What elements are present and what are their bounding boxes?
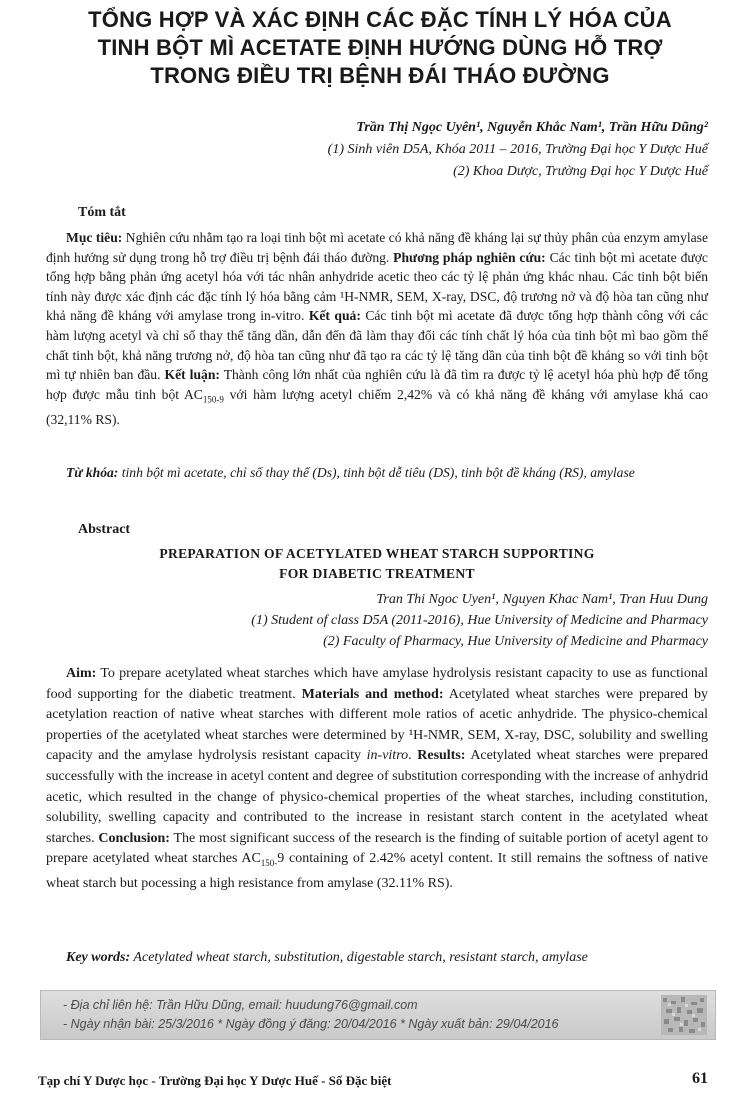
subscript: 150-9 bbox=[202, 394, 224, 405]
conclusion-text-end: với hàm lượng acetyl chiếm 2,42% và có khả năng đề kháng với amylase khá cao (32,11% RS). bbox=[46, 386, 709, 428]
subscript: 150- bbox=[260, 858, 278, 869]
abstract-paragraph: Aim: To prepare acetylated wheat starches which have amylase hydrolysis resistant capacity to use as functional food supporting for the diabetic treatment. Materials and method: Acetylated wheat starches were prepared by acetylation reaction of native wheat starches with different mole ratios of acetic anhydride. The physico-chemical properties of the acetylated wheat starches were determined by ¹H-NMR, SEM, X-ray, DSC, solubility and swelling capacity and the amylase hydrolysis resistant capacity in-vitro. Results: Acetylated wheat starches were prepared successfully with the increase in acetyl content and degree of substitution corresponding with the increase of anhydrid acetic, which resulted in the change of physico-chemical properties of the wheat starches, including constitution, solubility, swelling capacity and contributed to the increase in resistant starch content in the acetylated wheat starches. Conclusion: The most significant success of the research is the finding of suitable portion of acetyl agent to prepare acetylated wheat starches $AC_{150-}9$ containing of 2.42% acetyl content. It still remains the softness of native wheat starch but pocessing a high resistance from amylase (32.11% RS). bbox=[46, 666, 709, 891]
affiliation-2-en: (2) Faculty of Pharmacy, Hue University of Medicine and Pharmacy bbox=[323, 634, 708, 649]
keywords-en bbox=[46, 948, 708, 968]
objective-text: Nghiên cứu nhằm tạo ra loại tinh bột mì acetate có khả năng đề kháng lại sự thủy phân của enzym amylase định hướng sử dụng trong hỗ trợ điều trị bệnh đái tháo đường. bbox=[46, 230, 708, 265]
conclusion-label-en: Conclusion: bbox=[98, 830, 170, 846]
keywords-text-vn: tinh bột mì acetate, chỉ số thay thế (Ds), tinh bột dễ tiêu (DS), tinh bột đề kháng (RS), amylase bbox=[121, 465, 635, 480]
affiliation-1-vn: (1) Sinh viên D5A, Khóa 2011 – 2016, Trường Đại học Y Dược Huế bbox=[327, 142, 708, 157]
title-line: PREPARATION OF ACETYLATED WHEAT STARCH SUPPORTING bbox=[159, 546, 595, 561]
keywords-text-en: Acetylated wheat starch, substitution, digestable starch, resistant starch, amylase bbox=[133, 950, 588, 965]
results-text: Các tinh bột mì acetate đã được tổng hợp thành công với các hàm lượng acetyl và chỉ số thay thế tăng dần, dẫn đến đã làm thay đổi các tính chất lý hóa của tinh bột mì bao gồm thể chất tinh bột, khả năng trương nở, độ hòa tan cũng như đã tạo ra các tỷ lệ tăng dần của tinh bột đề kháng so với tinh bột mì tự nhiên ban đầu. bbox=[46, 308, 709, 383]
title-line: TINH BỘT MÌ ACETATE ĐỊNH HƯỚNG DÙNG HỖ TRỢ bbox=[97, 35, 663, 60]
article-title-vn bbox=[60, 6, 700, 90]
results-label-en: Results: bbox=[417, 748, 466, 764]
objective-label: Mục tiêu: bbox=[66, 230, 123, 245]
conclusion-text-en: The most significant success of the research is the finding of suitable portion of acetyl agent to prepare acetylated wheat starches AC bbox=[46, 830, 708, 867]
author-block-en bbox=[251, 589, 708, 652]
submission-dates: - Ngày nhận bài: 25/3/2016 * Ngày đồng ý đăng: 20/04/2016 * Ngày xuất bản: 29/04/2016 bbox=[63, 1017, 559, 1031]
author-names-vn: Trần Thị Ngọc Uyên¹, Nguyễn Khắc Nam¹, Trần Hữu Dũng² bbox=[356, 120, 708, 135]
materials-method-label: Materials and method: bbox=[301, 686, 444, 702]
author-block-vn bbox=[328, 117, 708, 183]
keywords-label-en: Key words: bbox=[66, 950, 131, 965]
aim-text: To prepare acetylated wheat starches which have amylase hydrolysis resistant capacity to use as functional food supporting for the diabetic treatment. bbox=[46, 666, 708, 702]
article-title-en bbox=[0, 544, 754, 584]
results-label: Kết quả: bbox=[308, 308, 361, 324]
keywords-vn bbox=[46, 463, 708, 483]
keywords-label-vn: Từ khóa: bbox=[66, 465, 119, 480]
conclusion-label: Kết luận: bbox=[164, 367, 220, 383]
decorative-texture-icon bbox=[661, 995, 707, 1035]
abstract-heading: Abstract bbox=[78, 522, 131, 537]
results-text-en: Acetylated wheat starches were prepared successfully with the increase in acetyl content and degree of substitution corresponding with the increase of anhydrid acetic, which resulted in the change of physico-chemical properties of the wheat starches, including constitution, solubility, swelling capacity and contributed to the increase in resistant starch content in the acetylated wheat starches. bbox=[46, 748, 709, 846]
title-line: TRONG ĐIỀU TRỊ BỆNH ĐÁI THÁO ĐƯỜNG bbox=[150, 63, 610, 88]
contact-box bbox=[40, 990, 716, 1040]
methods-label: Phương pháp nghiên cứu: bbox=[393, 249, 546, 265]
conclusion-text-en-end: 9 containing of 2.42% acetyl content. It still remains the softness of native wheat starch but pocessing a high resistance from amylase (32.11% RS). bbox=[46, 851, 708, 891]
contact-address: - Địa chỉ liên hệ: Trần Hữu Dũng, email: huudung76@gmail.com bbox=[63, 998, 418, 1012]
in-vitro-text: in-vitro bbox=[366, 748, 409, 764]
title-line: TỔNG HỢP VÀ XÁC ĐỊNH CÁC ĐẶC TÍNH LÝ HÓA CỦA bbox=[88, 7, 672, 32]
author-names-en: Tran Thi Ngoc Uyen¹, Nguyen Khac Nam¹, Tran Huu Dung bbox=[376, 592, 708, 607]
title-line: FOR DIABETIC TREATMENT bbox=[279, 566, 475, 581]
methods-text: Các tinh bột mì acetate được tổng hợp bằng phản ứng acetyl hóa với tác nhân anhydride acetic theo các tỷ lệ phản ứng khác nhau. Các tinh bột biến tính này được xác định các đặc tính lý hóa bằng cảm ¹H-NMR, SEM, X-ray, DSC, độ trương nở và độ hòa tan cũng như khả năng đề kháng với amylase trong in-vitro. bbox=[46, 249, 708, 324]
affiliation-1-en: (1) Student of class D5A (2011-2016), Hue University of Medicine and Pharmacy bbox=[251, 613, 708, 628]
summary-heading: Tóm tắt bbox=[78, 205, 126, 220]
aim-label: Aim: bbox=[66, 666, 97, 681]
page-number: 61 bbox=[692, 1070, 708, 1087]
conclusion-text: Thành công lớn nhất của nghiên cứu là đã tìm ra được tỷ lệ acetyl hóa phù hợp để tổng hợp được mẫu tinh bột AC bbox=[46, 367, 709, 402]
journal-footer: Tạp chí Y Dược học - Trường Đại học Y Dược Huế - Số Đặc biệt bbox=[38, 1073, 392, 1088]
materials-method-text: Acetylated wheat starches were prepared by acetylation reaction of native wheat starches with different mole ratios of acetic anhydride. The physico-chemical properties of the acetylated wheat starches were determined by ¹H-NMR, SEM, X-ray, DSC, solubility and swelling capacity and the amylase hydrolysis resistant capacity bbox=[46, 686, 709, 764]
affiliation-2-vn: (2) Khoa Dược, Trường Đại học Y Dược Huế bbox=[453, 164, 708, 179]
summary-paragraph bbox=[46, 228, 708, 430]
